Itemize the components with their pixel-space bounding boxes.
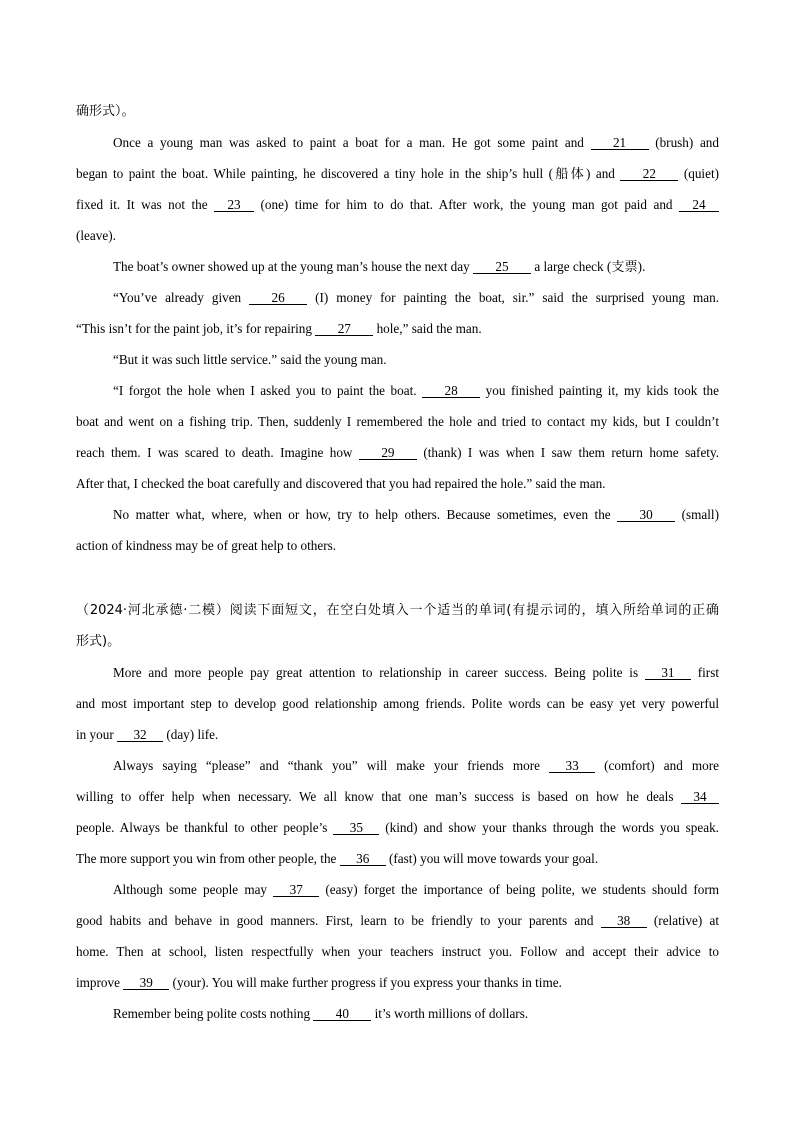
paragraph-line: The boat’s owner showed up at the young man’s house the next day 25 a large check (支票). (113, 259, 646, 274)
blank-35[interactable]: 35 (333, 821, 379, 835)
paragraph-line: Always saying “please” and “thank you” will make your friends more 33 (comfort) and more (113, 758, 719, 773)
paragraph-line: good habits and behave in good manners. First, learn to be friendly to your parents and 38 (relative) at (76, 913, 720, 928)
blank-21[interactable]: 21 (591, 136, 649, 150)
blank-32[interactable]: 32 (117, 728, 163, 742)
paragraph-line: fixed it. It was not the 23 (one) time for him to do that. After work, the young man got paid and 24 (76, 189, 719, 220)
paragraph-line: “This isn’t for the paint job, it’s for repairing 27 hole,” said the man. (76, 321, 482, 336)
paragraph-line: Remember being polite costs nothing 40 it’s worth millions of dollars. (113, 1006, 529, 1021)
passage-1 (76, 96, 719, 561)
blank-30[interactable]: 30 (617, 508, 675, 522)
blank-40[interactable]: 40 (313, 1007, 371, 1021)
blank-34[interactable]: 34 (681, 790, 719, 804)
paragraph-line: reach them. I was scared to death. Imagine how 29 (thank) I was when I saw them return home safety. (76, 445, 719, 460)
paragraph-line: “But it was such little service.” said the young man. (113, 352, 387, 367)
blank-33[interactable]: 33 (549, 759, 595, 773)
blank-37[interactable]: 37 (273, 883, 319, 897)
paragraph-line: willing to offer help when necessary. We all know that one man’s success is based on how he deals 34 (76, 781, 719, 812)
blank-36[interactable]: 36 (340, 852, 386, 866)
paragraph-line: improve 39 (your). You will make further progress if you express your thanks in time. (76, 975, 562, 990)
blank-23[interactable]: 23 (214, 198, 254, 212)
paragraph-line: Once a young man was asked to paint a boat for a man. He got some paint and 21 (brush) and (113, 135, 719, 150)
paragraph-line: began to paint the boat. While painting, he discovered a tiny hole in the ship’s hull (船体) and 22 (quiet) (76, 166, 720, 181)
instruction-line: （2024·河北承德·二模）阅读下面短文，在空白处填入一个适当的单词(有提示词的，填入所给单词的正确 (76, 603, 719, 618)
paragraph-line: home. Then at school, listen respectfully when your teachers instruct you. Follow and accept their advice to (76, 944, 719, 959)
paragraph-line: “I forgot the hole when I asked you to paint the boat. 28 you finished painting it, my kids took the (113, 383, 719, 398)
paragraph-line: in your 32 (day) life. (76, 727, 219, 742)
paragraph-line: boat and went on a fishing trip. Then, suddenly I remembered the hole and tried to contact my kids, but I couldn’t (76, 414, 719, 429)
paragraph-line: More and more people pay great attention to relationship in career success. Being polite is 31 first (113, 665, 719, 680)
paragraph-line: After that, I checked the boat carefully and discovered that you had repaired the hole.” said the man. (76, 476, 606, 491)
blank-25[interactable]: 25 (473, 260, 531, 274)
paragraph-line: Although some people may 37 (easy) forget the importance of being polite, we students should form (113, 882, 719, 897)
blank-22[interactable]: 22 (620, 167, 678, 181)
blank-27[interactable]: 27 (315, 322, 373, 336)
blank-24[interactable]: 24 (679, 198, 719, 212)
blank-38[interactable]: 38 (601, 914, 647, 928)
paragraph-line: and most important step to develop good relationship among friends. Polite words can be easy yet very powerful (76, 696, 719, 711)
blank-31[interactable]: 31 (645, 666, 691, 680)
blank-28[interactable]: 28 (422, 384, 480, 398)
paragraph-line: The more support you win from other people, the 36 (fast) you will move towards your goal. (76, 851, 599, 866)
paragraph-line: action of kindness may be of great help to others. (76, 538, 337, 553)
instruction-tail: 确形式）。 (76, 104, 135, 119)
paragraph-line: No matter what, where, when or how, try to help others. Because sometimes, even the 30 (small) (113, 507, 719, 522)
blank-29[interactable]: 29 (359, 446, 417, 460)
passage-2 (76, 595, 719, 1029)
instruction-line: 形式)。 (76, 634, 121, 649)
blank-26[interactable]: 26 (249, 291, 307, 305)
blank-39[interactable]: 39 (123, 976, 169, 990)
paragraph-line: “You’ve already given 26 (I) money for painting the boat, sir.” said the surprised young man. (113, 290, 719, 305)
paragraph-line: people. Always be thankful to other people’s 35 (kind) and show your thanks through the words you speak. (76, 820, 719, 835)
paragraph-line: (leave). (76, 228, 116, 243)
